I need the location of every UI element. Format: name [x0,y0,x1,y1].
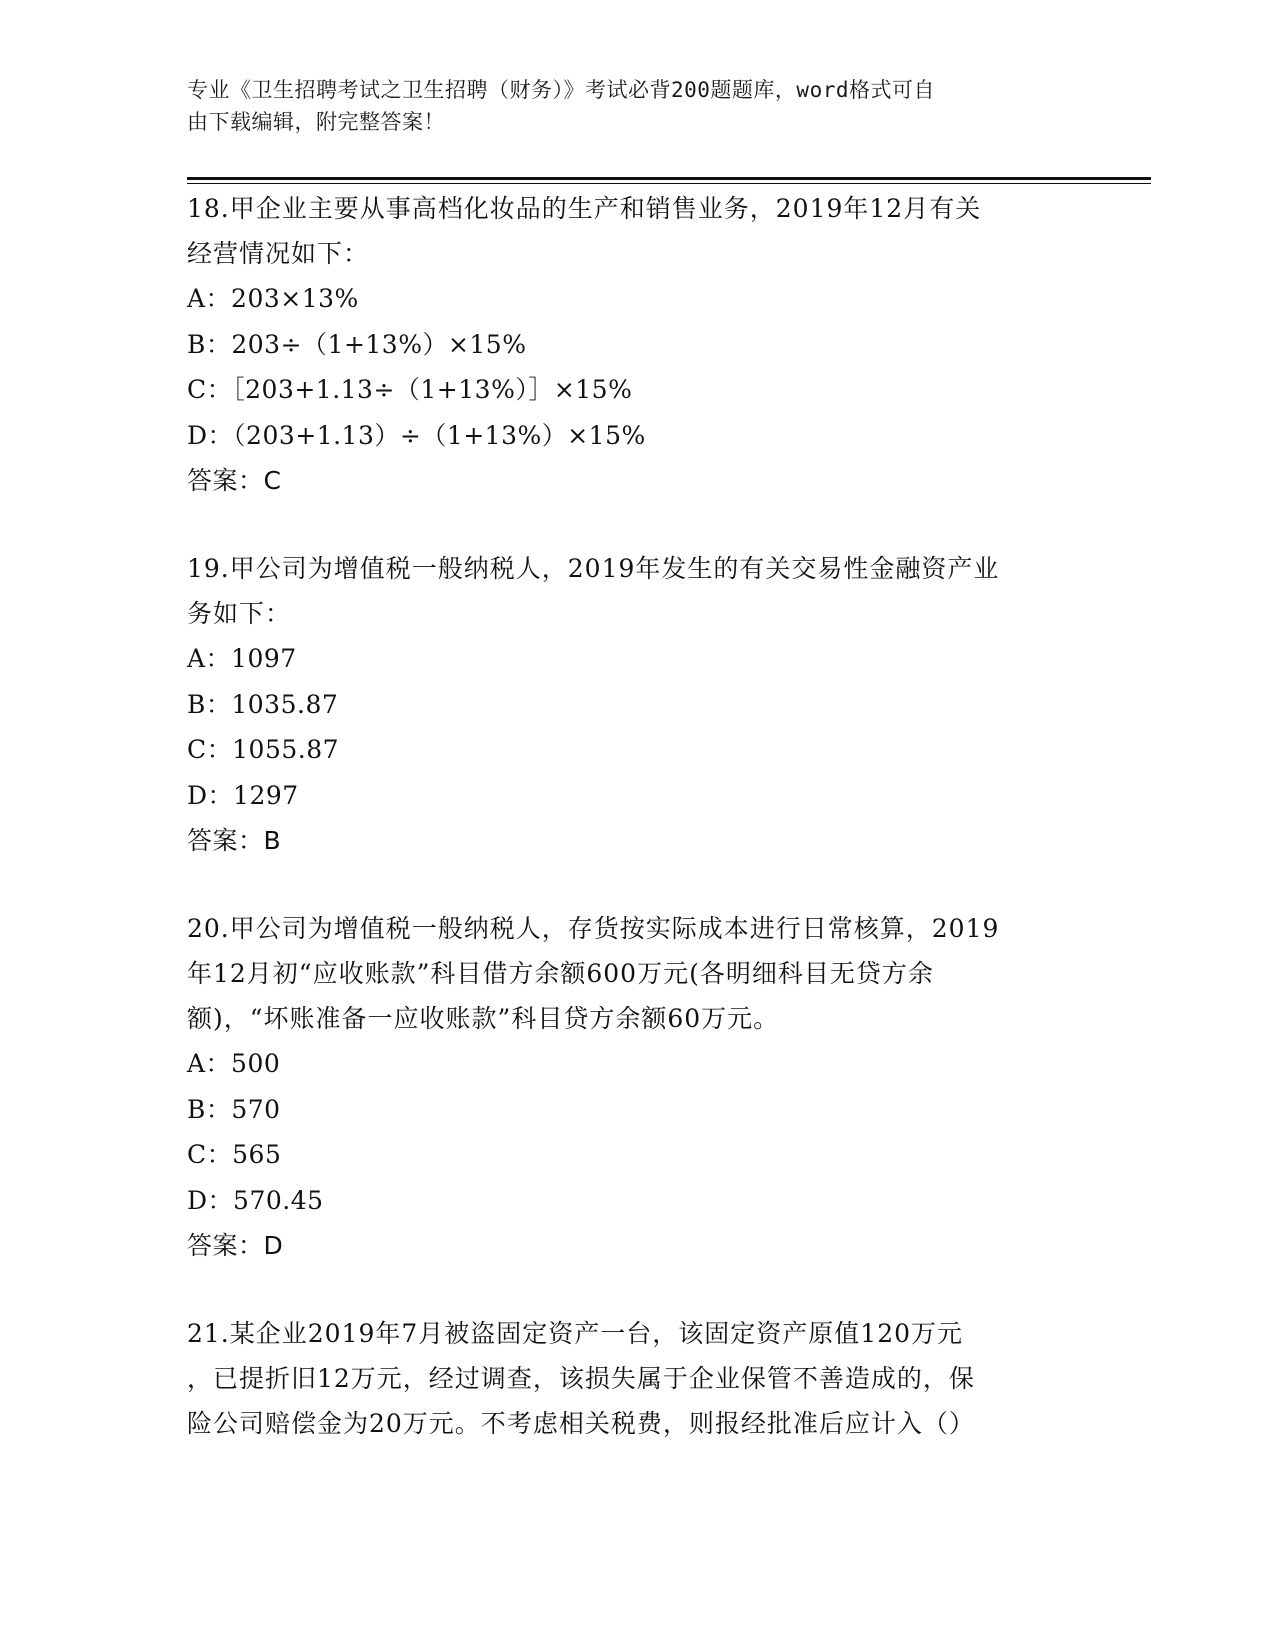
question-18-option-a: A：203×13% [187,284,359,313]
question-20-answer: 答案：D [187,1231,284,1260]
question-20 [187,906,1087,1268]
question-21 [187,1311,1087,1446]
question-20-text-line-2: 年12月初“应收账款”科目借方余额600万元(各明细科目无贷方余 [187,959,934,988]
question-20-text-line-1: 20.甲公司为增值税一般纳税人，存货按实际成本进行日常核算，2019 [187,914,1000,943]
question-21-text-line-2: ，已提折旧12万元，经过调查，该损失属于企业保管不善造成的，保 [187,1364,975,1393]
question-18-option-d: D：（203+1.13）÷（1+13%）×15% [187,420,646,450]
question-20-option-a: A：500 [187,1049,281,1078]
question-19-text-line-1: 19.甲公司为增值税一般纳税人，2019年发生的有关交易性金融资产业 [187,554,1000,583]
question-20-text-line-3: 额)，“坏账准备一应收账款”科目贷方余额60万元。 [187,1004,780,1033]
question-18-option-c: C：［203+1.13÷（1+13%）］×15% [187,375,633,404]
question-19 [187,546,1087,863]
question-20-option-b: B：570 [187,1094,281,1124]
header-line-2: 由下载编辑，附完整答案！ [187,110,445,134]
question-19-answer: 答案：B [187,826,282,855]
question-19-option-b: B：1035.87 [187,689,339,719]
question-18-option-b: B：203÷（1+13%）×15% [187,329,527,359]
header-line-1: 专业《卫生招聘考试之卫生招聘（财务）》考试必背200题题库，word格式可自 [187,78,935,102]
question-19-option-c: C：1055.87 [187,735,340,764]
question-20-option-d: D：570.45 [187,1185,324,1215]
question-19-text-line-2: 务如下： [187,599,292,628]
question-21-text-line-1: 21.某企业2019年7月被盗固定资产一台，该固定资产原值120万元 [187,1319,964,1348]
header-divider-thin [187,183,1151,184]
question-20-option-c: C：565 [187,1140,282,1169]
document-header [187,74,1067,138]
question-19-option-a: A：1097 [187,644,297,673]
question-19-option-d: D：1297 [187,780,299,810]
question-18 [187,186,1087,503]
question-18-text-line-1: 18.甲企业主要从事高档化妆品的生产和销售业务，2019年12月有关 [187,194,982,223]
question-21-text-line-3: 险公司赔偿金为20万元。不考虑相关税费，则报经批准后应计入（） [187,1409,975,1438]
header-divider-thick [187,177,1151,180]
question-18-answer: 答案：C [187,466,282,495]
question-18-text-line-2: 经营情况如下： [187,239,370,268]
